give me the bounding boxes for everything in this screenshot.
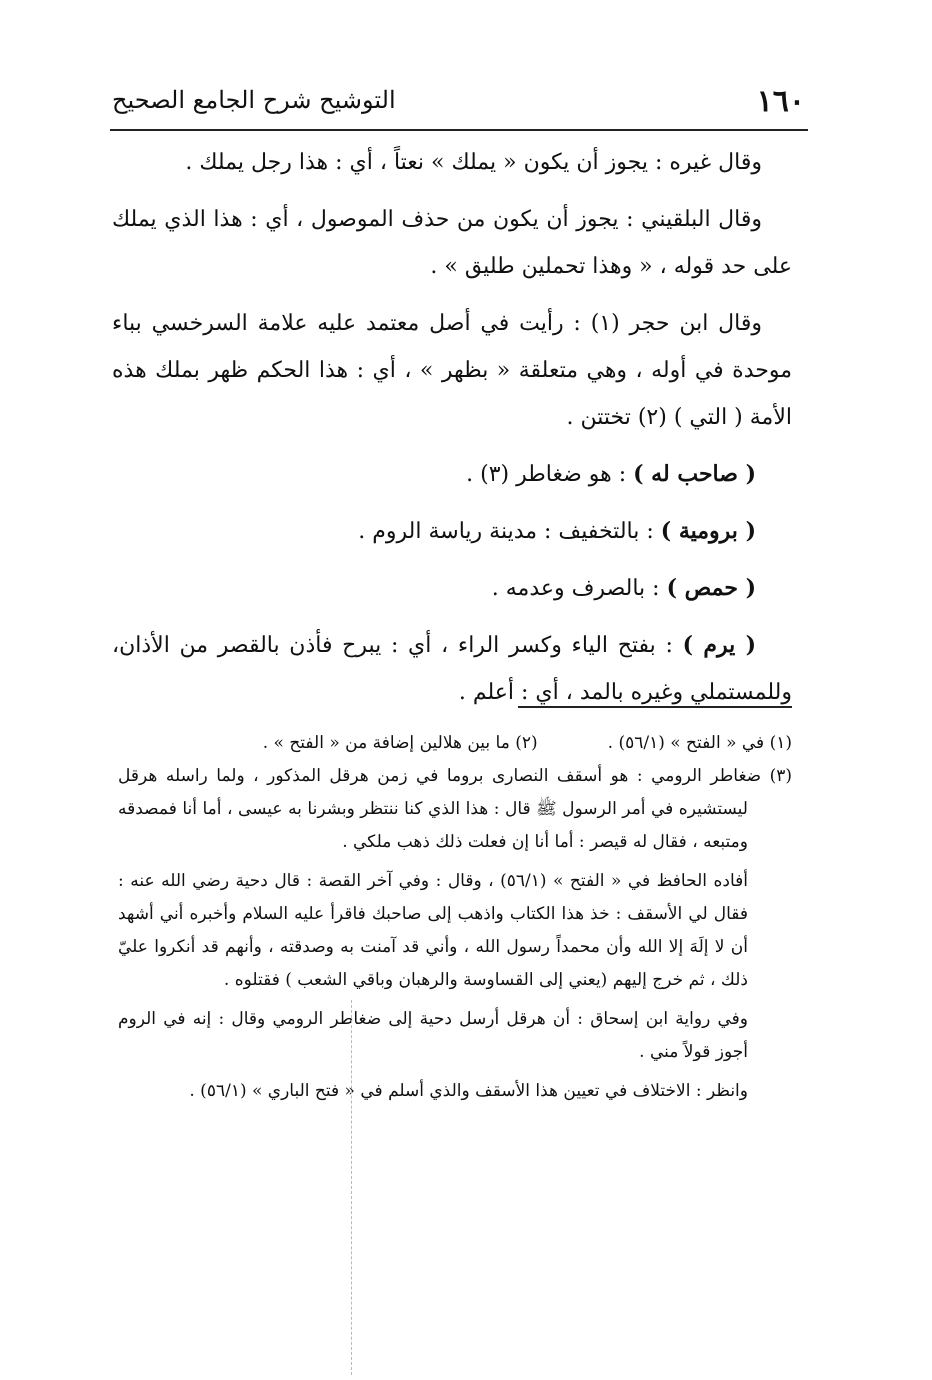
paragraph-3 xyxy=(112,300,792,441)
entry-text: : هو ضغاطر xyxy=(509,462,634,487)
entry-hims xyxy=(112,565,792,612)
entry-bi-rumiya xyxy=(112,508,792,555)
paragraph-2: وقال البلقيني : يجوز أن يكون من حذف الموصول ، أي : هذا الذي يملك على حد قوله ، « وهذا تحملين طليق » . xyxy=(112,207,792,279)
entry-sahib-lahu xyxy=(112,451,792,498)
entry-term: ( يرم ) xyxy=(682,632,756,658)
footnote-separator xyxy=(518,706,792,708)
footnote-2: (٢) ما بين هلالين إضافة من « الفتح » . xyxy=(262,733,538,753)
paragraph-3-middle: : رأيت في أصل معتمد عليه علامة السرخسي بباء موحدة في أوله ، وهي متعلقة « بظهر » ، أي : هذا الحكم ظهر بملك هذه الأمة ( التي ) xyxy=(112,311,792,430)
scan-gutter-line xyxy=(351,1000,352,1375)
paragraph-3-start: وقال ابن حجر xyxy=(629,311,762,336)
entry-term: ( برومية ) xyxy=(660,518,756,544)
footnote-ref-1: (١) xyxy=(590,311,620,336)
footnote-3: (٣) ضغاطر الرومي : هو أسقف النصارى بروما في زمن هرقل المذكور ، ولما راسله هرقل ليستشيره في أمر الرسول ﷺ قال : هذا الذي كنا ننتظر وبشرنا به عيسى ، أما أنا فمصدقه ومتبعه ، فقال له قيصر : أما أنا إن فعلت ذلك ذهب ملكي . xyxy=(118,766,792,852)
running-title: التوشيح شرح الجامع الصحيح xyxy=(112,86,396,114)
footnotes xyxy=(118,727,792,1108)
paragraph-3-end: تختتن . xyxy=(566,405,638,430)
entry-text: : بفتح الياء وكسر الراء ، أي : يبرح فأذن بالقصر من الأذان، وللمستملي وغيره بالمد ، أي : أعلم . xyxy=(112,633,792,705)
page-number: ١٦٠ xyxy=(756,84,805,119)
footnote-3-continued-1: أفاده الحافظ في « الفتح » (٥٦/١) ، وقال : وفي آخر القصة : قال دحية رضي الله عنه : فقال لي الأسقف : خذ هذا الكتاب واذهب إلى صاحبك فاقرأ عليه السلام وأخبره أني أشهد أن لا إلَهَ إلا الله وأن محمداً رسول الله ، وأني قد آمنت به وصدقته ، وأنهم قد أنكروا عليّ ذلك ، ثم خرج إليهم (يعني إلى القساوسة والرهبان وباقي الشعب ) فقتلوه . xyxy=(118,871,748,990)
footnote-row xyxy=(118,727,792,760)
footnote-ref-3: (٣) xyxy=(480,462,510,487)
entry-yarim xyxy=(112,622,792,716)
entry-text: : بالصرف وعدمه . xyxy=(491,576,667,601)
entry-term: ( حمص ) xyxy=(666,575,756,601)
paragraph-1: وقال غيره : يجوز أن يكون « يملك » نعتاً ، أي : هذا رجل يملك . xyxy=(185,150,762,175)
header-rule xyxy=(110,129,808,131)
entry-text: : بالتخفيف : مدينة رياسة الروم . xyxy=(358,519,661,544)
footnote-3-continued-2: وفي رواية ابن إسحاق : أن هرقل أرسل دحية إلى ضغاطر الرومي وقال : إنه في الروم أجوز قولاً مني . xyxy=(118,1009,748,1062)
main-text xyxy=(112,139,792,726)
footnote-1: (١) في « الفتح » (٥٦/١) . xyxy=(607,733,792,753)
entry-end: . xyxy=(466,462,481,487)
entry-term: ( صاحب له ) xyxy=(633,461,756,487)
footnote-3-continued-3: وانظر : الاختلاف في تعيين هذا الأسقف والذي أسلم في « فتح الباري » (٥٦/١) . xyxy=(189,1081,748,1101)
footnote-ref-2: (٢) xyxy=(637,405,667,430)
